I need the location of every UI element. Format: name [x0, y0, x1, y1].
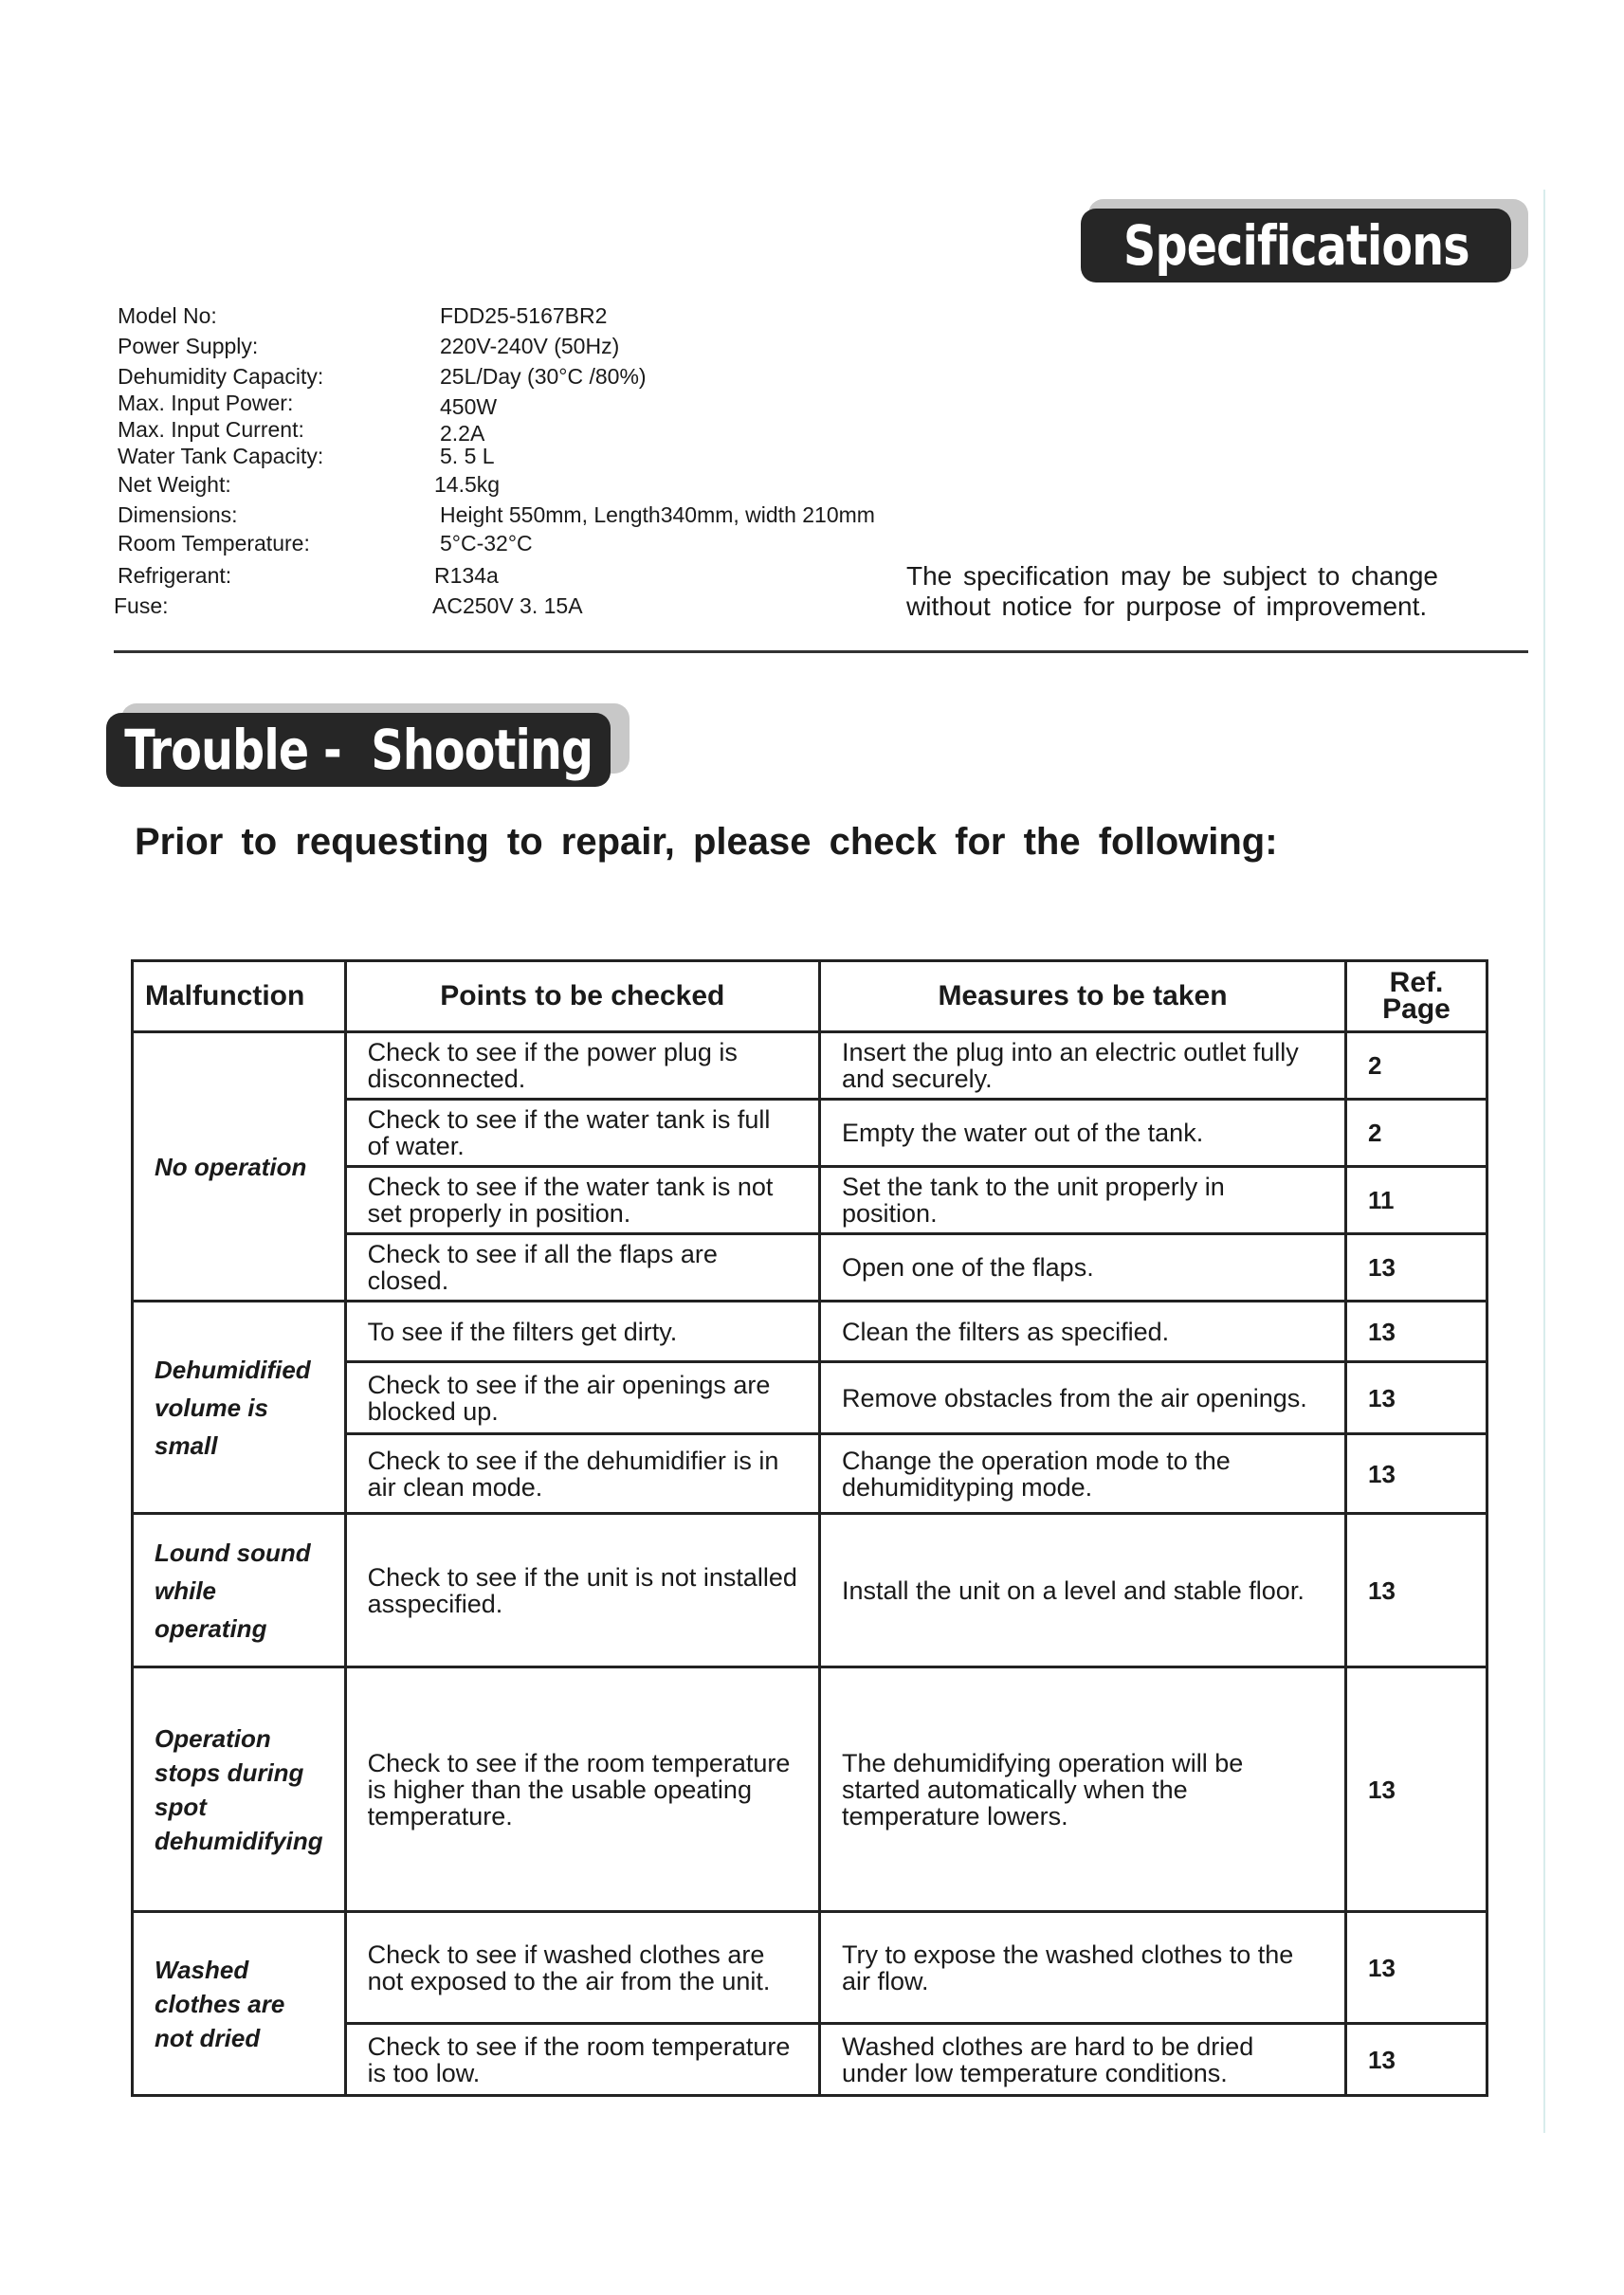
- spec-label: Room Temperature:: [118, 531, 310, 556]
- table-row: [133, 1667, 1487, 1912]
- right-margin-line: [1543, 190, 1545, 2133]
- measure-cell: Clean the filters as specified.: [820, 1302, 1346, 1362]
- malfunction-cell: Operation stops during spot dehumidifying: [133, 1667, 346, 1912]
- header-measures: Measures to be taken: [820, 961, 1346, 1032]
- check-cell: Check to see if the water tank is full of water.: [345, 1100, 819, 1167]
- spec-label: Net Weight:: [118, 472, 231, 497]
- troubleshooting-table: [131, 959, 1488, 2097]
- table-header-row: [133, 961, 1487, 1032]
- ref-page-cell: 11: [1346, 1167, 1487, 1234]
- ref-page-cell: 13: [1346, 2024, 1487, 2096]
- measure-cell: Open one of the flaps.: [820, 1234, 1346, 1302]
- malfunction-cell: Lound sound while operating: [133, 1514, 346, 1667]
- check-cell: Check to see if the room temperature is higher than the usable opeating temperature.: [345, 1667, 819, 1912]
- check-cell: Check to see if the dehumidifier is in air clean mode.: [345, 1434, 819, 1514]
- spec-label: Refrigerant:: [118, 563, 232, 588]
- spec-disclaimer: [906, 561, 1475, 622]
- malfunction-cell: Dehumidified volume is small: [133, 1302, 346, 1514]
- spec-value: R134a: [434, 563, 499, 588]
- ref-page-cell: 2: [1346, 1032, 1487, 1100]
- ref-page-cell: 13: [1346, 1667, 1487, 1912]
- spec-value: 14.5kg: [434, 472, 501, 497]
- spec-label: Dehumidity Capacity:: [118, 364, 324, 389]
- header-points: Points to be checked: [345, 961, 819, 1032]
- banner-face: [1081, 209, 1511, 282]
- check-cell: Check to see if the unit is not installed asspecified.: [345, 1514, 819, 1667]
- measure-cell: Change the operation mode to the dehumidityping mode.: [820, 1434, 1346, 1514]
- ref-page-cell: 13: [1346, 1514, 1487, 1667]
- table-row: [133, 1514, 1487, 1667]
- spec-value: 220V-240V (50Hz): [440, 334, 620, 358]
- spec-label: Model No:: [118, 303, 217, 328]
- table-row: [133, 1302, 1487, 1362]
- troubleshooting-banner: [106, 713, 637, 787]
- check-cell: Check to see if the power plug is disconnected.: [345, 1032, 819, 1100]
- specifications-banner: [1081, 209, 1526, 282]
- spec-value: FDD25-5167BR2: [440, 303, 608, 328]
- measure-cell: Empty the water out of the tank.: [820, 1100, 1346, 1167]
- check-cell: Check to see if all the flaps are closed.: [345, 1234, 819, 1302]
- specifications-title: Specifications: [1122, 213, 1469, 278]
- measure-cell: The dehumidifying operation will be started automatically when the temperature lowers.: [820, 1667, 1346, 1912]
- spec-value: Height 550mm, Length340mm, width 210mm: [440, 502, 875, 527]
- spec-value: 2.2A: [440, 421, 485, 446]
- section-divider: [114, 650, 1528, 653]
- header-malfunction: Malfunction: [133, 961, 346, 1032]
- ref-page-cell: 13: [1346, 1362, 1487, 1434]
- ref-page-cell: 13: [1346, 1234, 1487, 1302]
- ref-page-cell: 13: [1346, 1912, 1487, 2024]
- check-cell: Check to see if washed clothes are not exposed to the air from the unit.: [345, 1912, 819, 2024]
- troubleshooting-intro: Prior to requesting to repair, please check for the following:: [135, 821, 1278, 863]
- measure-cell: Install the unit on a level and stable floor.: [820, 1514, 1346, 1667]
- check-cell: To see if the filters get dirty.: [345, 1302, 819, 1362]
- spec-label: Max. Input Current:: [118, 417, 304, 442]
- table-row: [133, 1912, 1487, 2024]
- check-cell: Check to see if the room temperature is too low.: [345, 2024, 819, 2096]
- measure-cell: Remove obstacles from the air openings.: [820, 1362, 1346, 1434]
- ref-page-cell: 2: [1346, 1100, 1487, 1167]
- spec-value: 450W: [440, 394, 498, 419]
- spec-value: 25L/Day (30°C /80%): [440, 364, 647, 389]
- troubleshooting-title: Trouble - Shooting: [123, 718, 593, 782]
- ref-page-cell: 13: [1346, 1434, 1487, 1514]
- measure-cell: Try to expose the washed clothes to the air flow.: [820, 1912, 1346, 2024]
- ref-page-cell: 13: [1346, 1302, 1487, 1362]
- spec-label: Power Supply:: [118, 334, 259, 358]
- table-row: [133, 1032, 1487, 1100]
- disclaimer-line: The specification may be subject to change: [906, 561, 1438, 591]
- measure-cell: Set the tank to the unit properly in position.: [820, 1167, 1346, 1234]
- spec-label: Dimensions:: [118, 502, 238, 527]
- spec-value: 5°C-32°C: [440, 531, 533, 556]
- spec-value: AC250V 3. 15A: [432, 593, 583, 618]
- check-cell: Check to see if the water tank is not set properly in position.: [345, 1167, 819, 1234]
- banner-face: [106, 713, 611, 787]
- disclaimer-line: without notice for purpose of improvement.: [906, 592, 1428, 621]
- malfunction-cell: Washed clothes are not dried: [133, 1912, 346, 2096]
- header-ref-page: Ref. Page: [1346, 961, 1487, 1032]
- spec-value: 5. 5 L: [440, 444, 495, 468]
- check-cell: Check to see if the air openings are blocked up.: [345, 1362, 819, 1434]
- spec-label: Max. Input Power:: [118, 391, 294, 415]
- malfunction-cell: No operation: [133, 1032, 346, 1302]
- measure-cell: Washed clothes are hard to be dried under low temperature conditions.: [820, 2024, 1346, 2096]
- spec-label: Water Tank Capacity:: [118, 444, 324, 468]
- spec-label: Fuse:: [114, 593, 169, 618]
- measure-cell: Insert the plug into an electric outlet fully and securely.: [820, 1032, 1346, 1100]
